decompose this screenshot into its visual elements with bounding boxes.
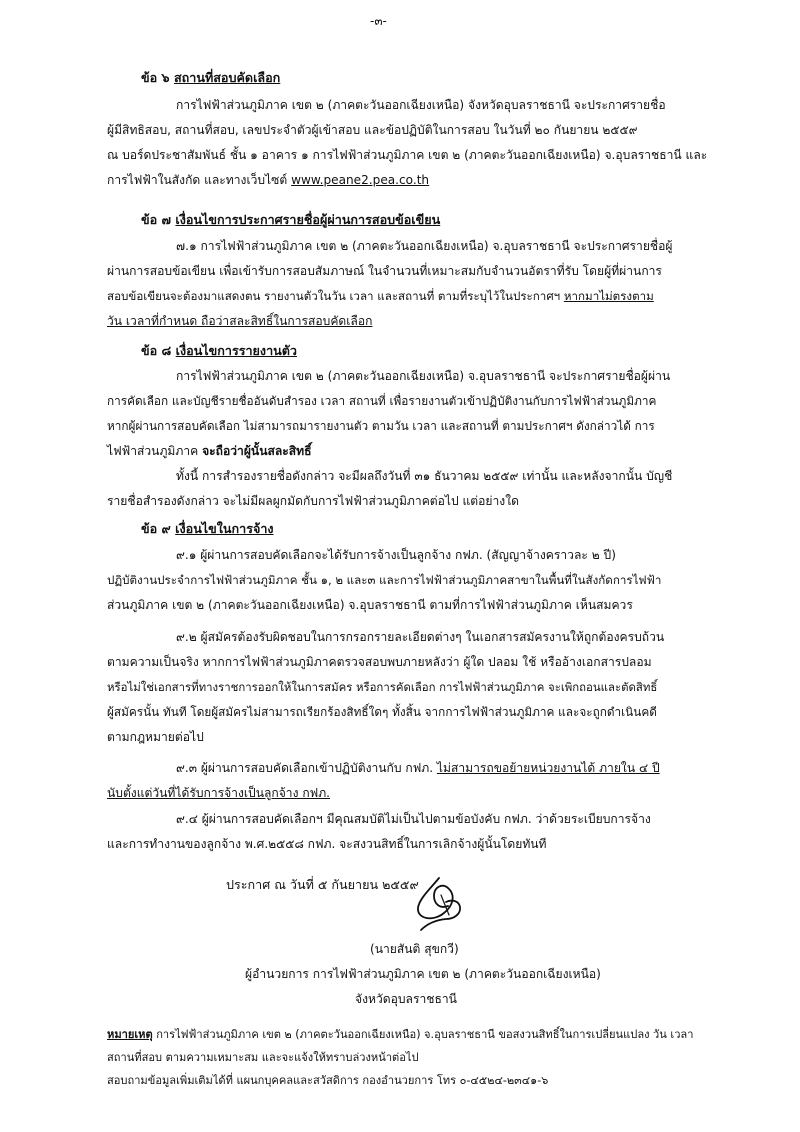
section-9-line: ตามกฎหมายต่อไป xyxy=(107,730,204,744)
section-7-line xyxy=(107,288,654,304)
section-8-line: การคัดเลือก และบัญชีรายชื่ออันดับสำรอง เวลา สถานที่ เพื่อรายงานตัวเข้าปฏิบัติงานกับการไฟฟ้าส่วนภูมิภาค xyxy=(107,394,657,408)
section-8-line: การไฟฟ้าส่วนภูมิภาค เขต ๒ (ภาคตะวันออกเฉียงเหนือ) จ.อุบลราชธานี จะประกาศรายชื่อผู้ผ่าน xyxy=(176,369,671,383)
section-7-line-text: สอบข้อเขียนจะต้องมาแสดงตน รายงานตัวในวัน เวลา และสถานที่ ตามที่ระบุไว้ในประกาศฯ xyxy=(107,289,564,303)
section-6-number: ข้อ ๖ xyxy=(141,70,170,85)
section-9-line: หรือไม่ใช่เอกสารที่ทางราชการออกให้ในการสมัคร หรือการคัดเลือก การไฟฟ้าส่วนภูมิภาค จะเพิกถอนและตัดสิทธิ์ xyxy=(107,680,658,694)
section-9-line: ผู้สมัครนั้น ทันที โดยผู้สมัครไม่สามารถเรียกร้องสิทธิ์ใดๆ ทั้งสิ้น จากการไฟฟ้าส่วนภูมิภาค และจะถูกดำเนินคดี xyxy=(107,705,657,719)
section-8-line: ทั้งนี้ การสำรองรายชื่อดังกล่าว จะมีผลถึงวันที่ ๓๑ ธันวาคม ๒๕๕๙ เท่านั้น และหลังจากนั้น บัญชี xyxy=(176,469,673,483)
section-6-line xyxy=(107,172,429,188)
website-link[interactable]: www.peane2.pea.co.th xyxy=(291,173,430,187)
section-9-line: ตามความเป็นจริง หากการไฟฟ้าส่วนภูมิภาคตรวจสอบพบภายหลังว่า ผู้ใด ปลอม ใช้ หรืออ้างเอกสารปลอม xyxy=(107,655,652,669)
section-9-line: ส่วนภูมิภาค เขต ๒ (ภาคตะวันออกเฉียงเหนือ) จ.อุบลราชธานี ตามที่การไฟฟ้าส่วนภูมิภาค เห็นสมควร xyxy=(107,598,633,612)
section-6-line-text: การไฟฟ้าในสังกัด และทางเว็บไซต์ xyxy=(107,173,288,187)
section-7-number: ข้อ ๗ xyxy=(141,212,172,227)
announcement-date: ประกาศ ณ วันที่ ๕ กันยายน ๒๕๕๙ xyxy=(226,877,419,892)
section-9-restriction: นับตั้งแต่วันที่ได้รับการจ้างเป็นลูกจ้าง กฟภ. xyxy=(107,786,331,800)
section-9-heading xyxy=(141,521,274,537)
section-6-line: การไฟฟ้าส่วนภูมิภาค เขต ๒ (ภาคตะวันออกเฉียงเหนือ) จังหวัดอุบลราชธานี จะประกาศรายชื่อ xyxy=(176,98,666,112)
signer-position: ผู้อำนวยการ การไฟฟ้าส่วนภูมิภาค เขต ๒ (ภาคตะวันออกเฉียงเหนือ) xyxy=(245,967,601,981)
section-9-restriction: ไม่สามารถขอย้ายหน่วยงานได้ ภายใน ๔ ปี xyxy=(436,761,660,775)
section-8-line: รายชื่อสำรองดังกล่าว จะไม่มีผลผูกมัดกับการไฟฟ้าส่วนภูมิภาคต่อไป แต่อย่างใด xyxy=(107,494,519,508)
section-6-line: ผู้มีสิทธิสอบ, สถานที่สอบ, เลขประจำตัวผู้เข้าสอบ และข้อปฏิบัติในการสอบ ในวันที่ ๒๐ กันยายน ๒๕๕๙ xyxy=(107,123,638,137)
section-6-title: สถานที่สอบคัดเลือก xyxy=(173,70,281,85)
section-6-heading xyxy=(141,70,280,86)
signer-province: จังหวัดอุบลราชธานี xyxy=(355,992,457,1006)
page-number: -๓- xyxy=(370,14,387,28)
signature-image xyxy=(405,875,475,935)
section-8-line: หากผู้ผ่านการสอบคัดเลือก ไม่สามารถมารายงานตัว ตามวัน เวลา และสถานที่ ตามประกาศฯ ดังกล่าวได้ การ xyxy=(107,419,655,433)
section-9-line: และการทำงานของลูกจ้าง พ.ศ.๒๕๕๘ กฟภ. จะสงวนสิทธิ์ในการเลิกจ้างผู้นั้นโดยทันที xyxy=(107,837,547,851)
note-text: การไฟฟ้าส่วนภูมิภาค เขต ๒ (ภาคตะวันออกเฉียงเหนือ) จ.อุบลราชธานี ขอสงวนสิทธิ์ในการเปลี่ยนแปลง วัน เวลา xyxy=(152,1028,694,1041)
section-9-line: ๙.๑ ผู้ผ่านการสอบคัดเลือกจะได้รับการจ้างเป็นลูกจ้าง กฟภ. (สัญญาจ้างคราวละ ๒ ปี) xyxy=(176,548,616,562)
section-8-line-text: ไฟฟ้าส่วนภูมิภาค xyxy=(107,444,203,458)
section-7-line: ผ่านการสอบข้อเขียน เพื่อเข้ารับการสอบสัมภาษณ์ ในจำนวนที่เหมาะสมกับจำนวนอัตราที่รับ โดยผู้ที่ผ่านการ xyxy=(107,264,662,278)
section-7-line: ๗.๑ การไฟฟ้าส่วนภูมิภาค เขต ๒ (ภาคตะวันออกเฉียงเหนือ) จ.อุบลราชธานี จะประกาศรายชื่อผู้ xyxy=(176,239,673,253)
section-8-number: ข้อ ๘ xyxy=(141,343,172,358)
section-7-warning: หากมาไม่ตรงตาม xyxy=(563,289,654,303)
section-8-forfeit: จะถือว่าผู้นั้นสละสิทธิ์ xyxy=(202,444,312,458)
section-9-line: ๙.๒ ผู้สมัครต้องรับผิดชอบในการกรอกรายละเอียดต่างๆ ในเอกสารสมัครงานให้ถูกต้องครบถ้วน xyxy=(176,630,665,644)
section-9-title: เงื่อนไขในการจ้าง xyxy=(175,521,274,536)
section-9-number: ข้อ ๙ xyxy=(141,521,171,536)
note-label: หมายเหตุ xyxy=(107,1028,153,1041)
section-9-line-text: ๙.๓ ผู้ผ่านการสอบคัดเลือกเข้าปฏิบัติงานกับ กฟภ. xyxy=(176,761,437,775)
section-9-line: ๙.๔ ผู้ผ่านการสอบคัดเลือกฯ มีคุณสมบัติไม่เป็นไปตามข้อบังคับ กฟภ. ว่าด้วยระเบียบการจ้าง xyxy=(176,812,651,826)
note-line: สอบถามข้อมูลเพิ่มเติมได้ที่ แผนกบุคคลและสวัสดิการ กองอำนวยการ โทร ๐-๔๕๒๔-๒๓๔๑-๖ xyxy=(107,1074,549,1087)
section-7-heading xyxy=(141,212,440,228)
section-8-line xyxy=(107,443,312,459)
section-8-heading xyxy=(141,343,297,359)
section-7-title: เงื่อนไขการประกาศรายชื่อผู้ผ่านการสอบข้อเขียน xyxy=(175,212,441,227)
section-8-title: เงื่อนไขการรายงานตัว xyxy=(175,343,297,358)
section-6-line: ณ บอร์ดประชาสัมพันธ์ ชั้น ๑ อาคาร ๑ การไฟฟ้าส่วนภูมิภาค เขต ๒ (ภาคตะวันออกเฉียงเหนือ) จ.อุบลราชธานี และ xyxy=(107,148,708,162)
section-7-warning: วัน เวลาที่กำหนด ถือว่าสละสิทธิ์ในการสอบคัดเลือก xyxy=(107,314,373,328)
note-line xyxy=(107,1027,693,1043)
section-9-line xyxy=(176,760,660,776)
signer-name: (นายสันติ สุขกวี) xyxy=(370,942,459,956)
note-line: สถานที่สอบ ตามความเหมาะสม และจะแจ้งให้ทราบล่วงหน้าต่อไป xyxy=(107,1051,419,1064)
section-9-line: ปฏิบัติงานประจำการไฟฟ้าส่วนภูมิภาค ชั้น ๑, ๒ และ๓ และการไฟฟ้าส่วนภูมิภาคสาขาในพื้นที่ในสังกัดการไฟฟ้า xyxy=(107,573,662,587)
